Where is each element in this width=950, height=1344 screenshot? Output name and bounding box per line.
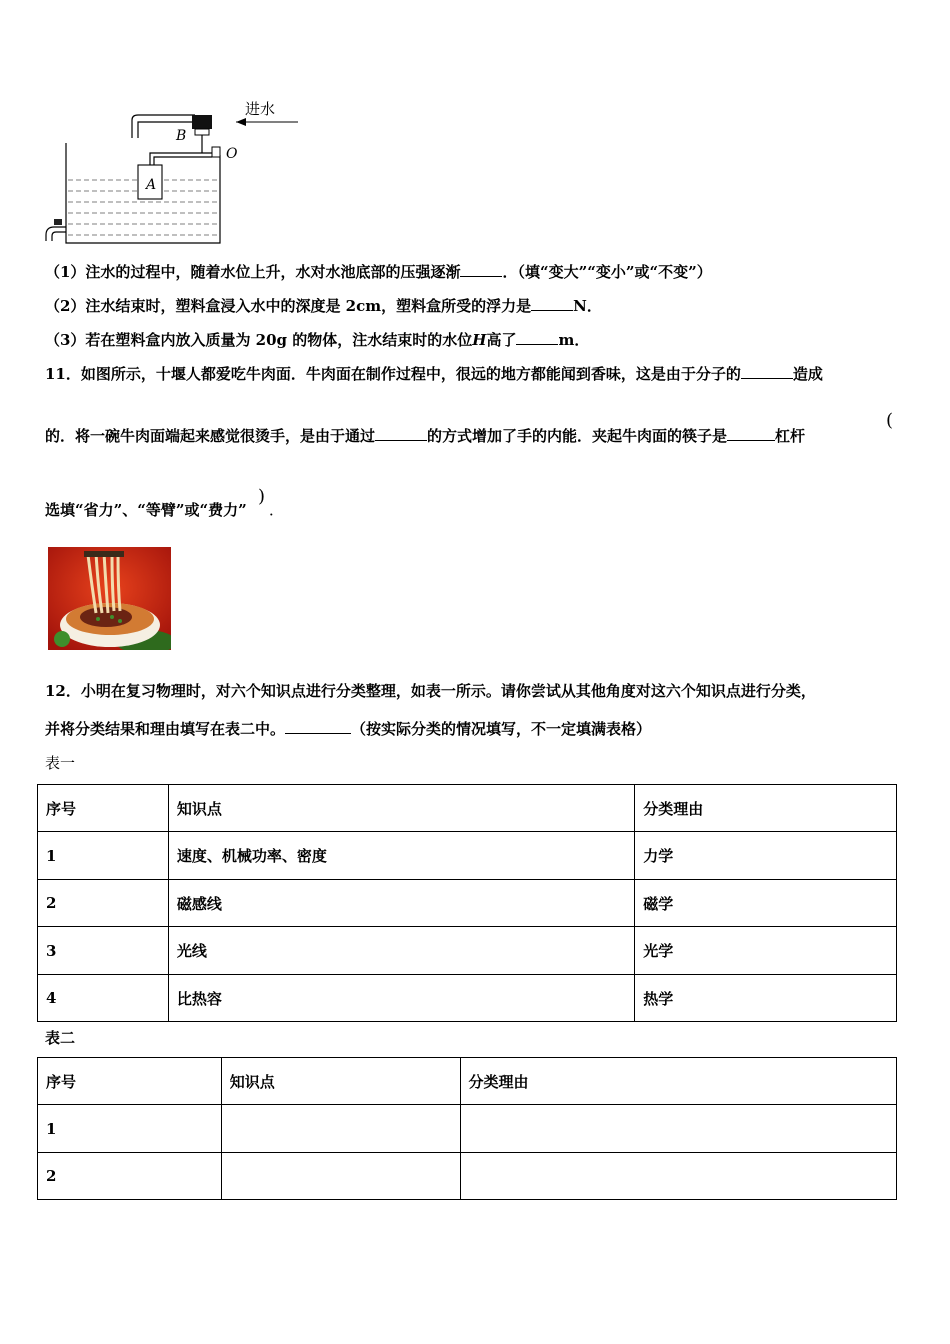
- q10-sub3: （3）若在塑料盒内放入质量为 20g 的物体，注水结束时的水位H高了 m．: [45, 331, 590, 349]
- beef-noodle-image: [48, 547, 171, 650]
- table1-caption: 表一: [45, 754, 76, 772]
- answer-blank[interactable]: [285, 719, 351, 734]
- header-cell: 序号: [38, 1058, 222, 1105]
- table-cell: 热学: [635, 975, 897, 1022]
- answer-blank[interactable]: [375, 426, 427, 441]
- paren-open: (: [886, 410, 894, 431]
- table-cell: 比热容: [168, 975, 634, 1022]
- q10-sub1: （1）注水的过程中，随着水位上升，水对水池底部的压强逐渐 ．（填“变大”“变小”或“不变”）: [45, 263, 712, 281]
- table-one: [37, 784, 897, 1022]
- header-cell: 序号: [38, 785, 169, 832]
- q10-sub2: （2）注水结束时，塑料盒浸入水中的深度是 2cm，塑料盒所受的浮力是 N．: [45, 297, 602, 315]
- table-cell: 磁学: [635, 880, 897, 927]
- label-a: A: [146, 177, 157, 193]
- table-row: [38, 1105, 897, 1153]
- header-cell: 分类理由: [635, 785, 897, 832]
- label-b: B: [176, 128, 187, 144]
- table-cell: 4: [38, 975, 169, 1022]
- header-cell: 分类理由: [460, 1058, 896, 1105]
- table-row: [38, 1153, 897, 1200]
- q11-end: ．: [269, 501, 285, 519]
- table-row: [38, 832, 897, 880]
- q11-line3: 选填“省力”、“等臂”或“费力”: [45, 501, 247, 519]
- q11-line2: 的．将一碗牛肉面端起来感觉很烫手，是由于通过 的方式增加了手的内能．夹起牛肉面的筷子是 杠杆: [45, 427, 806, 445]
- table-cell: 光线: [168, 927, 634, 975]
- answer-cell[interactable]: [460, 1153, 896, 1200]
- table-cell: 1: [38, 832, 169, 880]
- inlet-label: 进水: [245, 100, 276, 118]
- table-two: [37, 1057, 897, 1200]
- table2-caption: 表二: [45, 1029, 76, 1047]
- answer-blank[interactable]: [460, 262, 502, 277]
- q12-line1: 12．小明在复习物理时，对六个知识点进行分类整理，如表一所示。请你尝试从其他角度对这六个知识点进行分类，: [45, 682, 816, 700]
- table-cell: 3: [38, 927, 169, 975]
- table-header-row: [38, 785, 897, 832]
- answer-blank[interactable]: [531, 296, 573, 311]
- answer-cell[interactable]: [221, 1153, 460, 1200]
- table-header-row: [38, 1058, 897, 1105]
- paren-close: ): [258, 486, 266, 507]
- table-cell: 2: [38, 880, 169, 927]
- q11-line1: 11．如图所示，十堰人都爱吃牛肉面．牛肉面在制作过程中，很远的地方都能闻到香味，这是由于分子的 造成: [45, 365, 823, 383]
- table-row: [38, 927, 897, 975]
- table-cell: 2: [38, 1153, 222, 1200]
- table-cell: 1: [38, 1105, 222, 1153]
- answer-blank[interactable]: [516, 330, 558, 345]
- answer-cell[interactable]: [221, 1105, 460, 1153]
- table-row: [38, 880, 897, 927]
- label-o: O: [226, 146, 238, 162]
- q12-line2: 并将分类结果和理由填写在表二中。 （按实际分类的情况填写，不一定填满表格）: [45, 720, 652, 738]
- table-cell: 力学: [635, 832, 897, 880]
- answer-cell[interactable]: [460, 1105, 896, 1153]
- header-cell: 知识点: [221, 1058, 460, 1105]
- table-cell: 光学: [635, 927, 897, 975]
- table-cell: 速度、机械功率、密度: [168, 832, 634, 880]
- answer-blank[interactable]: [741, 364, 793, 379]
- answer-blank[interactable]: [727, 426, 775, 441]
- header-cell: 知识点: [168, 785, 634, 832]
- table-cell: 磁感线: [168, 880, 634, 927]
- table-row: [38, 975, 897, 1022]
